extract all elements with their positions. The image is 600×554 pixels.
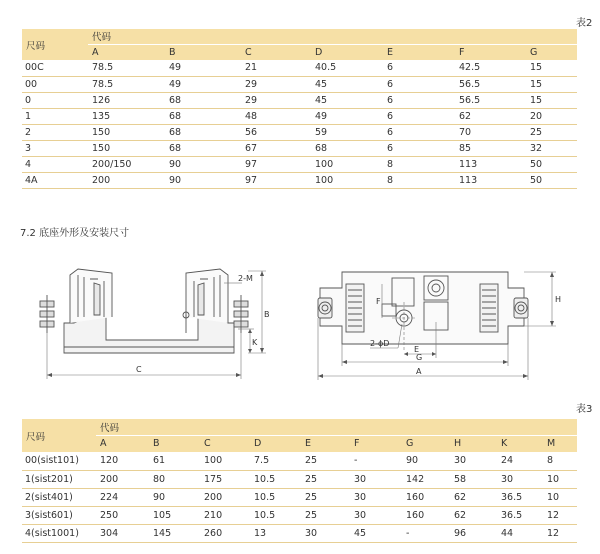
table2-value-cell: 29 <box>241 92 311 108</box>
table3-value-cell: 30 <box>350 506 402 524</box>
table3-value-cell: 30 <box>450 452 497 470</box>
table3-value-cell: 250 <box>96 506 149 524</box>
table3-value-cell: 8 <box>543 452 577 470</box>
table-row <box>22 506 577 524</box>
table3-code-d: D <box>250 435 301 452</box>
table3-value-cell: 36.5 <box>497 506 543 524</box>
table2-value-cell: 68 <box>165 108 241 124</box>
table2-value-cell: 68 <box>165 140 241 156</box>
table3-value-cell: 145 <box>149 524 200 542</box>
table2-value-cell: 45 <box>311 92 383 108</box>
table2-value-cell: 150 <box>88 140 165 156</box>
table2-value-cell: 56.5 <box>455 92 526 108</box>
table2-code-g: G <box>526 44 577 60</box>
table2-value-cell: 200/150 <box>88 156 165 172</box>
table3-value-cell: 224 <box>96 488 149 506</box>
table2-value-cell: 15 <box>526 60 577 76</box>
table2-value-cell: 20 <box>526 108 577 124</box>
table2-value-cell: 29 <box>241 76 311 92</box>
table2-value-cell: 68 <box>165 92 241 108</box>
table2-value-cell: 15 <box>526 76 577 92</box>
table2-value-cell: 78.5 <box>88 60 165 76</box>
table3-value-cell: 25 <box>301 470 350 488</box>
table3-value-cell: 61 <box>149 452 200 470</box>
dim-g-label: G <box>416 353 423 362</box>
table3-value-cell: 200 <box>200 488 250 506</box>
table3-value-cell: 210 <box>200 506 250 524</box>
table2-value-cell: 49 <box>165 76 241 92</box>
table2-size-cell: 1 <box>22 108 88 124</box>
table3-size-cell: 00(sist101) <box>22 452 96 470</box>
table-row <box>22 488 577 506</box>
table2-value-cell: 68 <box>311 140 383 156</box>
table2-value-cell: 56.5 <box>455 76 526 92</box>
table3-value-cell: 90 <box>402 452 450 470</box>
table3-value-cell: 142 <box>402 470 450 488</box>
table2-value-cell: 100 <box>311 156 383 172</box>
section-title: 7.2 底座外形及安装尺寸 <box>20 228 130 239</box>
table3-label: 表3 <box>576 404 593 415</box>
table2-value-cell: 32 <box>526 140 577 156</box>
table2-code-a: A <box>88 44 165 60</box>
table2 <box>22 29 577 189</box>
dim-f-label: F <box>376 297 381 306</box>
table3-code-f: F <box>350 435 402 452</box>
table3-size-cell: 3(sist601) <box>22 506 96 524</box>
dim-h-label: H <box>555 295 562 304</box>
table3-value-cell: 160 <box>402 506 450 524</box>
dim-a-label: A <box>416 367 422 376</box>
base-top-view-drawing <box>312 262 567 387</box>
table3-code-header: 代码 <box>96 419 577 435</box>
table2-value-cell: 25 <box>526 124 577 140</box>
table2-value-cell: 59 <box>311 124 383 140</box>
table2-value-cell: 6 <box>383 140 455 156</box>
table3-value-cell: 96 <box>450 524 497 542</box>
table3-size-cell: 2(sist401) <box>22 488 96 506</box>
table-row <box>22 172 577 188</box>
table-row <box>22 60 577 76</box>
table3-value-cell: 160 <box>402 488 450 506</box>
table2-size-cell: 2 <box>22 124 88 140</box>
table2-code-header: 代码 <box>88 29 577 44</box>
table3-value-cell: 10 <box>543 488 577 506</box>
table2-value-cell: 8 <box>383 172 455 188</box>
table3-size-header: 尺码 <box>22 419 96 452</box>
table2-value-cell: 6 <box>383 124 455 140</box>
table3-code-k: K <box>497 435 543 452</box>
table3-value-cell: 12 <box>543 506 577 524</box>
table3-value-cell: 25 <box>301 488 350 506</box>
table2-value-cell: 90 <box>165 172 241 188</box>
table2-value-cell: 62 <box>455 108 526 124</box>
table3-size-cell: 1(sist201) <box>22 470 96 488</box>
table3-value-cell: 45 <box>350 524 402 542</box>
table3-code-e: E <box>301 435 350 452</box>
table2-value-cell: 49 <box>311 108 383 124</box>
table3-value-cell: 36.5 <box>497 488 543 506</box>
table2-value-cell: 200 <box>88 172 165 188</box>
table2-value-cell: 135 <box>88 108 165 124</box>
table3-value-cell: 10.5 <box>250 506 301 524</box>
table3-value-cell: 25 <box>301 452 350 470</box>
table2-value-cell: 100 <box>311 172 383 188</box>
table2-code-e: E <box>383 44 455 60</box>
table2-value-cell: 113 <box>455 156 526 172</box>
table3-value-cell: - <box>350 452 402 470</box>
table3-value-cell: 30 <box>350 488 402 506</box>
table2-value-cell: 8 <box>383 156 455 172</box>
table2-value-cell: 85 <box>455 140 526 156</box>
table2-value-cell: 97 <box>241 156 311 172</box>
table3-value-cell: 62 <box>450 488 497 506</box>
table2-value-cell: 6 <box>383 108 455 124</box>
table3-value-cell: 105 <box>149 506 200 524</box>
table3-value-cell: 10 <box>543 470 577 488</box>
table2-value-cell: 126 <box>88 92 165 108</box>
table2-size-cell: 0 <box>22 92 88 108</box>
table2-value-cell: 68 <box>165 124 241 140</box>
table-row <box>22 470 577 488</box>
dim-b-label: B <box>264 310 270 319</box>
table2-label: 表2 <box>576 18 593 29</box>
table3-code-b: B <box>149 435 200 452</box>
table2-value-cell: 50 <box>526 172 577 188</box>
table2-value-cell: 45 <box>311 76 383 92</box>
table3-code-m: M <box>543 435 577 452</box>
table3-value-cell: 30 <box>497 470 543 488</box>
table2-value-cell: 67 <box>241 140 311 156</box>
table3-value-cell: 260 <box>200 524 250 542</box>
table2-size-cell: 4A <box>22 172 88 188</box>
table3-value-cell: 80 <box>149 470 200 488</box>
table2-value-cell: 56 <box>241 124 311 140</box>
table3-code-a: A <box>96 435 149 452</box>
table3-value-cell: 62 <box>450 506 497 524</box>
table3-code-g: G <box>402 435 450 452</box>
table3-value-cell: 90 <box>149 488 200 506</box>
table3-value-cell: 30 <box>301 524 350 542</box>
table2-size-cell: 00 <box>22 76 88 92</box>
table3-value-cell: 13 <box>250 524 301 542</box>
table3-value-cell: 175 <box>200 470 250 488</box>
table3-value-cell: 44 <box>497 524 543 542</box>
table3-value-cell: 25 <box>301 506 350 524</box>
table3-value-cell: 304 <box>96 524 149 542</box>
table2-value-cell: 150 <box>88 124 165 140</box>
table2-value-cell: 6 <box>383 60 455 76</box>
table3 <box>22 419 577 543</box>
table2-size-header: 尺码 <box>22 29 88 60</box>
table-row <box>22 452 577 470</box>
table-row <box>22 140 577 156</box>
table3-value-cell: 30 <box>350 470 402 488</box>
table3-size-cell: 4(sist1001) <box>22 524 96 542</box>
table2-value-cell: 48 <box>241 108 311 124</box>
table2-code-d: D <box>311 44 383 60</box>
dim-k-label: K <box>252 338 258 347</box>
table3-value-cell: 100 <box>200 452 250 470</box>
dim-c-label: C <box>136 365 142 374</box>
table3-value-cell: 24 <box>497 452 543 470</box>
table3-value-cell: - <box>402 524 450 542</box>
table2-code-c: C <box>241 44 311 60</box>
table2-value-cell: 49 <box>165 60 241 76</box>
dim-e-label: E <box>414 345 420 354</box>
table3-code-h: H <box>450 435 497 452</box>
table3-value-cell: 120 <box>96 452 149 470</box>
table3-value-cell: 200 <box>96 470 149 488</box>
table3-code-c: C <box>200 435 250 452</box>
table2-value-cell: 50 <box>526 156 577 172</box>
table2-size-cell: 00C <box>22 60 88 76</box>
table2-value-cell: 15 <box>526 92 577 108</box>
table2-value-cell: 70 <box>455 124 526 140</box>
table2-value-cell: 6 <box>383 76 455 92</box>
table-row <box>22 76 577 92</box>
table-row <box>22 156 577 172</box>
table2-value-cell: 113 <box>455 172 526 188</box>
table3-value-cell: 10.5 <box>250 470 301 488</box>
table3-value-cell: 12 <box>543 524 577 542</box>
base-side-view-drawing <box>28 255 268 390</box>
table2-value-cell: 90 <box>165 156 241 172</box>
table2-size-cell: 3 <box>22 140 88 156</box>
table2-value-cell: 78.5 <box>88 76 165 92</box>
table-row <box>22 524 577 542</box>
table2-code-b: B <box>165 44 241 60</box>
dim-2d-label: 2-ϕD <box>370 339 390 348</box>
table2-value-cell: 42.5 <box>455 60 526 76</box>
table2-value-cell: 40.5 <box>311 60 383 76</box>
table3-value-cell: 7.5 <box>250 452 301 470</box>
table-row <box>22 92 577 108</box>
table-row <box>22 124 577 140</box>
dim-2m-label: 2-M <box>238 274 253 283</box>
table-row <box>22 108 577 124</box>
table3-value-cell: 10.5 <box>250 488 301 506</box>
table2-value-cell: 21 <box>241 60 311 76</box>
table2-value-cell: 97 <box>241 172 311 188</box>
table2-size-cell: 4 <box>22 156 88 172</box>
table2-value-cell: 6 <box>383 92 455 108</box>
table2-code-f: F <box>455 44 526 60</box>
table3-value-cell: 58 <box>450 470 497 488</box>
